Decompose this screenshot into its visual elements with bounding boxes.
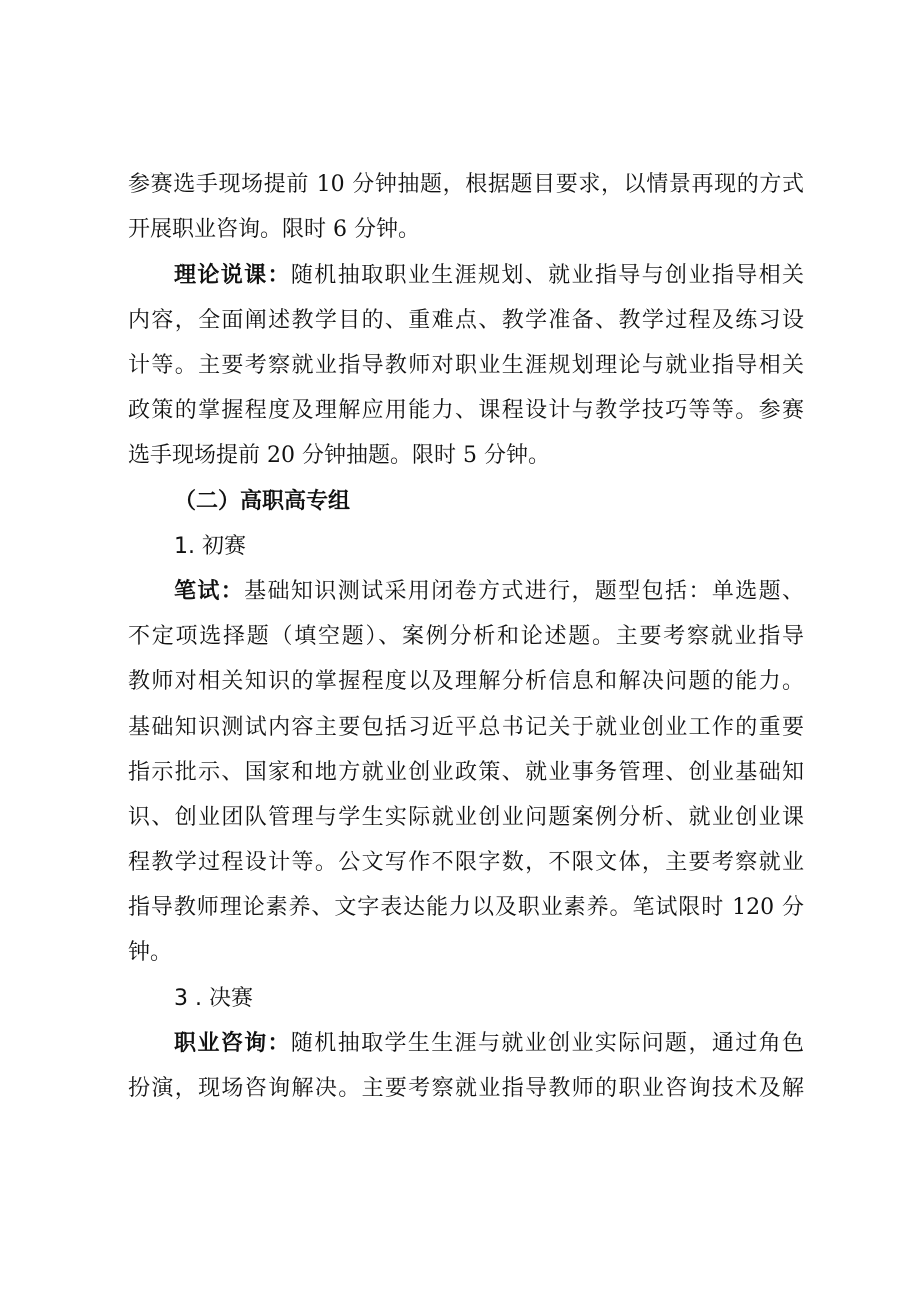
paragraph-line: 指导教师理论素养、文字表达能力以及职业素养。笔试限时 120 分 xyxy=(128,895,804,920)
paragraph-line: 扮演，现场咨询解决。主要考察就业指导教师的职业咨询技术及解 xyxy=(128,1076,804,1101)
paragraph-line: 程教学过程设计等。公文写作不限字数，不限文体，主要考察就业 xyxy=(128,850,804,875)
section-heading: （二）高职高专组 xyxy=(174,489,351,514)
paragraph-line: 不定项选择题（填空题）、案例分析和论述题。主要考察就业指导 xyxy=(128,624,804,649)
paragraph-text: 随机抽取职业生涯规划、就业指导与创业指导相关 xyxy=(290,263,804,288)
paragraph-line: 计等。主要考察就业指导教师对职业生涯规划理论与就业指导相关 xyxy=(128,353,804,378)
paragraph-line: 识、创业团队管理与学生实际就业创业问题案例分析、就业创业课 xyxy=(128,805,804,830)
paragraph-line xyxy=(174,262,804,290)
paragraph-line: 教师对相关知识的掌握程度以及理解分析信息和解决问题的能力。 xyxy=(128,669,804,694)
paragraph-line: 内容，全面阐述教学目的、重难点、教学准备、教学过程及练习设 xyxy=(128,308,804,333)
term-label: 职业咨询： xyxy=(174,1031,291,1056)
sub-heading: 1. 初赛 xyxy=(174,534,246,559)
paragraph-line: 基础知识测试内容主要包括习近平总书记关于就业创业工作的重要 xyxy=(128,715,804,740)
paragraph-line xyxy=(174,1030,804,1058)
sub-heading: 3 . 决赛 xyxy=(174,986,253,1011)
paragraph-line: 参赛选手现场提前 10 分钟抽题，根据题目要求，以情景再现的方式 xyxy=(128,172,804,197)
paragraph-line: 指示批示、国家和地方就业创业政策、就业事务管理、创业基础知 xyxy=(128,760,804,785)
paragraph-line xyxy=(174,578,804,606)
paragraph-text: 基础知识测试采用闭卷方式进行，题型包括：单选题、 xyxy=(244,579,804,604)
term-label: 笔试： xyxy=(174,579,245,604)
paragraph-line: 钟。 xyxy=(128,940,173,965)
paragraph-line: 开展职业咨询。限时 6 分钟。 xyxy=(128,217,420,242)
term-label: 理论说课： xyxy=(174,263,291,288)
paragraph-line: 选手现场提前 20 分钟抽题。限时 5 分钟。 xyxy=(128,443,550,468)
paragraph-line: 政策的掌握程度及理解应用能力、课程设计与教学技巧等等。参赛 xyxy=(128,398,804,423)
paragraph-text: 随机抽取学生生涯与就业创业实际问题，通过角色 xyxy=(290,1031,804,1056)
